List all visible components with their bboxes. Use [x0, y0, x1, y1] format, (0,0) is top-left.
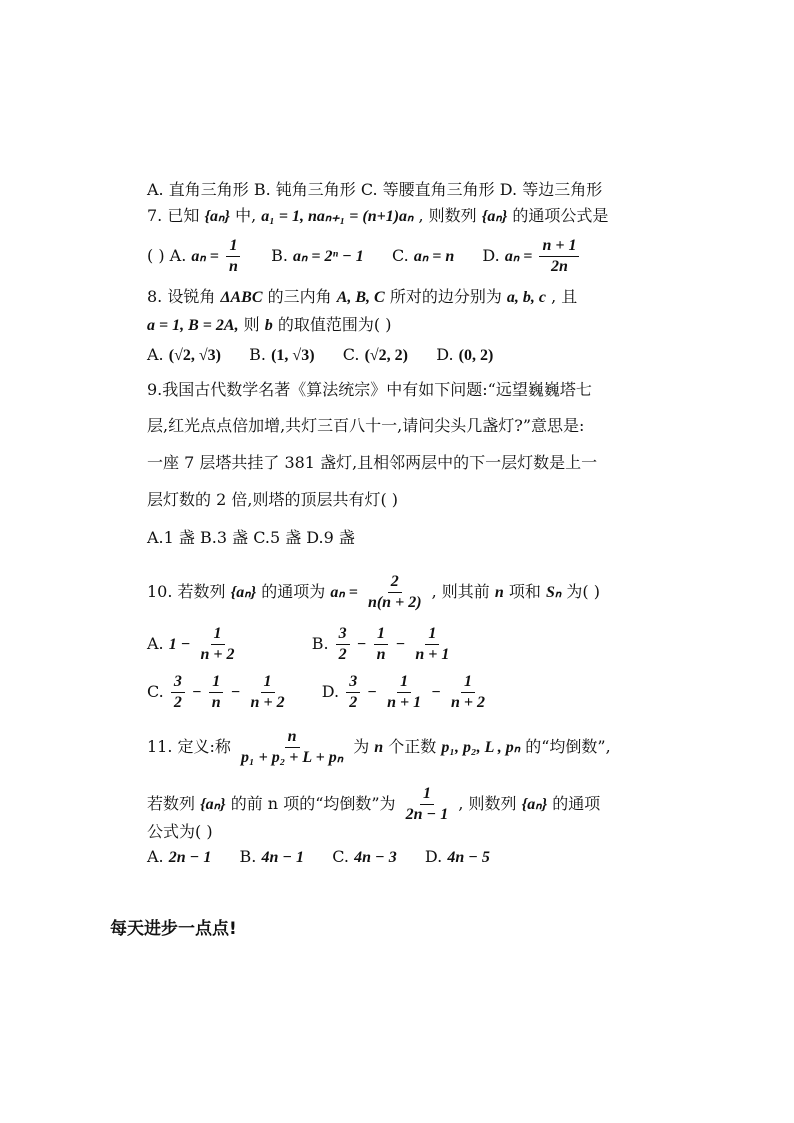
q8-line2-end: 的取值范围为( ): [277, 315, 392, 334]
q10-opt-b-minus1: −: [356, 636, 367, 653]
q8-triangle: ΔABC: [220, 289, 263, 306]
q8-opt-b-label: B.: [249, 345, 266, 364]
q7-opt-a-fraction: [226, 236, 241, 277]
q11-den: p₁ + p₂ + L + pₙ: [241, 749, 344, 766]
q10-opt-a-num: 1: [211, 624, 225, 645]
q10-opt-d-minus1: −: [367, 684, 377, 701]
q8-sides: a, b, c: [506, 289, 547, 306]
q11-mid: 为: [353, 737, 370, 756]
q10-opt-d-d3: n + 2: [450, 694, 485, 711]
q8-opt-a: (√2, √3): [168, 347, 221, 364]
q8-opt-b: (1, √3): [271, 347, 315, 364]
q10-opt-a-den: n + 2: [200, 646, 235, 663]
q10-tail3: 为( ): [566, 582, 600, 601]
q7-opt-a-lhs: aₙ =: [191, 248, 219, 265]
q7-cond: a₁ = 1, naₙ₊₁ = (n+1)aₙ: [261, 208, 414, 225]
q10-opt-a-label: A.: [147, 634, 164, 653]
q11-opt-a-label: A.: [147, 847, 164, 866]
q11-num: n: [285, 727, 300, 748]
q10-opt-d-frac2: [384, 672, 424, 713]
q10-opt-c-label: C.: [147, 682, 164, 701]
q11-line2-a: 若数列: [147, 794, 196, 813]
q10-opt-a-fraction: [198, 624, 238, 665]
q10-opt-b-d2: n: [376, 646, 386, 663]
q8-opt-c-label: C.: [342, 345, 360, 364]
q10-sn: Sₙ: [546, 584, 562, 601]
q10-n: n: [494, 584, 504, 601]
q7-mid: 中,: [235, 206, 257, 225]
q10-opt-b-frac1: [336, 624, 350, 665]
q10-tail2: 项和: [508, 582, 541, 601]
q11-opt-c-label: C.: [332, 847, 349, 866]
q10-opt-d-label: D.: [321, 682, 340, 701]
q7-paren: ( ): [147, 246, 165, 265]
q7-opt-d-lhs: aₙ =: [504, 248, 533, 265]
q8-opt-a-label: A.: [147, 345, 164, 364]
q8-b: b: [264, 317, 273, 334]
q11-line2-c: , 则数列: [458, 794, 517, 813]
q11-frac2-num: 1: [420, 784, 434, 805]
q10-opt-c-n1: 3: [171, 672, 185, 693]
q8-options: [147, 343, 493, 368]
q10-opt-c-d1: 2: [173, 694, 182, 711]
q11-mid2: 个正数: [388, 737, 437, 756]
q10-options-row1: [147, 624, 454, 665]
q10-lhs: aₙ =: [330, 584, 358, 601]
q10-opt-c-minus2: −: [230, 684, 241, 701]
q10-opt-d-n2: 1: [397, 672, 411, 693]
q7-opt-d-den: 2n: [550, 258, 568, 275]
q8-stem-line1: [147, 285, 577, 310]
q11-opt-a: 2n − 1: [168, 849, 212, 866]
q7-opt-a-label: A.: [169, 246, 187, 265]
q9-line2: 层,红光点点倍加增,共灯三百八十一,请问尖头几盏灯?”意思是:: [147, 416, 585, 435]
q10-options-row2: [147, 672, 490, 713]
q10-opt-c-n3: 1: [261, 672, 275, 693]
q11-fraction: [238, 727, 346, 768]
q7-opt-d-fraction: [539, 236, 579, 277]
q7-opt-b-label: B.: [271, 246, 288, 265]
q10-opt-d-n3: 1: [461, 672, 475, 693]
q7-stem: [147, 204, 608, 229]
q9-line1: 9.我国古代数学名著《算法统宗》中有如下问题:“远望巍巍塔七: [147, 380, 592, 399]
q7-tail: 的通项公式是: [512, 206, 609, 225]
q10-opt-c-frac2: [209, 672, 224, 713]
q11-seq: {aₙ}: [200, 796, 226, 813]
q11-opt-d-label: D.: [424, 847, 443, 866]
q11-opt-b: 4n − 1: [261, 849, 305, 866]
q8-opt-d: (0, 2): [458, 347, 494, 364]
q7-options: [147, 236, 581, 277]
q11-mid3: 的“均倒数”,: [525, 737, 611, 756]
q11-stem-line1: [147, 727, 611, 768]
q10-opt-c-d2: n: [211, 694, 221, 711]
q8-angles: A, B, C: [336, 289, 385, 306]
q7-seq: {aₙ}: [204, 208, 230, 225]
q11-n: n: [374, 739, 384, 756]
q10-opt-d-d2: n + 1: [387, 694, 422, 711]
q10-num: 2: [388, 572, 402, 593]
q11-opt-c: 4n − 3: [354, 849, 397, 866]
q10-stem: [147, 572, 600, 613]
q11-seq-2: {aₙ}: [521, 796, 548, 813]
q10-mid: 的通项为: [261, 582, 326, 601]
q10-opt-c-d3: n + 2: [250, 694, 285, 711]
q7-opt-a-num: 1: [226, 236, 240, 257]
q10-opt-c-minus1: −: [191, 684, 202, 701]
q7-prefix: 7. 已知: [147, 206, 200, 225]
q11-options: [147, 845, 490, 870]
q9-line4: 层灯数的 2 倍,则塔的顶层共有灯( ): [147, 490, 399, 509]
q10-opt-b-n3: 1: [425, 624, 439, 645]
q10-opt-b-d3: n + 1: [415, 646, 450, 663]
q10-seq: {aₙ}: [230, 584, 257, 601]
q9-options: A.1 盏 B.3 盏 C.5 盏 D.9 盏: [147, 528, 355, 547]
q10-opt-b-n1: 3: [336, 624, 350, 645]
q10-opt-c-frac1: [171, 672, 185, 713]
q11-stem-line2: [147, 784, 600, 825]
q10-opt-d-minus2: −: [431, 684, 441, 701]
q8-then: 则: [243, 315, 260, 334]
q7-opt-c-label: C.: [391, 246, 409, 265]
q10-opt-d-d1: 2: [349, 694, 358, 711]
q10-den: n(n + 2): [367, 594, 422, 611]
q11-line3: 公式为( ): [147, 822, 213, 841]
q10-prefix: 10. 若数列: [147, 582, 226, 601]
q8-opt-d-label: D.: [436, 345, 454, 364]
q11-opt-b-label: B.: [239, 847, 257, 866]
q10-opt-c-frac3: [248, 672, 288, 713]
q8-stem-line2: [147, 313, 391, 338]
q6-options: A. 直角三角形 B. 钝角三角形 C. 等腰直角三角形 D. 等边三角形: [147, 180, 603, 199]
q8-mid2: 所对的边分别为: [389, 287, 502, 306]
footer-motto: 每天进步一点点!: [110, 919, 237, 939]
q7-suffix: , 则数列: [418, 206, 477, 225]
q10-fraction: [365, 572, 425, 613]
q7-opt-a-den: n: [229, 258, 238, 275]
q10-opt-b-d1: 2: [338, 646, 347, 663]
q10-opt-c-n2: 1: [209, 672, 223, 693]
q8-end: , 且: [551, 287, 578, 306]
q10-opt-d-n1: 3: [346, 672, 360, 693]
q10-opt-a-pre: 1 −: [168, 636, 191, 653]
q8-mid: 的三内角: [267, 287, 332, 306]
q11-ps: p₁, p₂, L , pₙ: [441, 739, 521, 756]
q11-opt-d: 4n − 5: [447, 849, 490, 866]
q11-fraction-2: [403, 784, 452, 825]
q10-tail1: , 则其前: [431, 582, 490, 601]
q8-opt-c: (√2, 2): [364, 347, 408, 364]
q7-opt-c: aₙ = n: [413, 248, 455, 265]
q11-frac2-den: 2n − 1: [405, 806, 449, 823]
q11-line2-d: 的通项: [552, 794, 601, 813]
q8-condition: a = 1, B = 2A,: [147, 317, 239, 334]
q11-prefix: 11. 定义:称: [147, 737, 231, 756]
q11-line2-b: 的前 n 项的“均倒数”为: [230, 794, 396, 813]
q10-opt-d-frac1: [346, 672, 360, 713]
q10-opt-b-n2: 1: [374, 624, 388, 645]
q7-seq-2: {aₙ}: [481, 208, 508, 225]
q9-line3: 一座 7 层塔共挂了 381 盏灯,且相邻两层中的下一层灯数是上一: [147, 453, 598, 472]
q7-opt-b: aₙ = 2ⁿ − 1: [293, 248, 364, 265]
q7-opt-d-num: n + 1: [539, 236, 579, 257]
q8-prefix: 8. 设锐角: [147, 287, 216, 306]
q10-opt-b-frac2: [374, 624, 389, 665]
q10-opt-b-minus2: −: [395, 636, 406, 653]
q10-opt-b-frac3: [412, 624, 452, 665]
q10-opt-d-frac3: [448, 672, 488, 713]
q7-opt-d-label: D.: [482, 246, 500, 265]
q10-opt-b-label: B.: [311, 634, 329, 653]
